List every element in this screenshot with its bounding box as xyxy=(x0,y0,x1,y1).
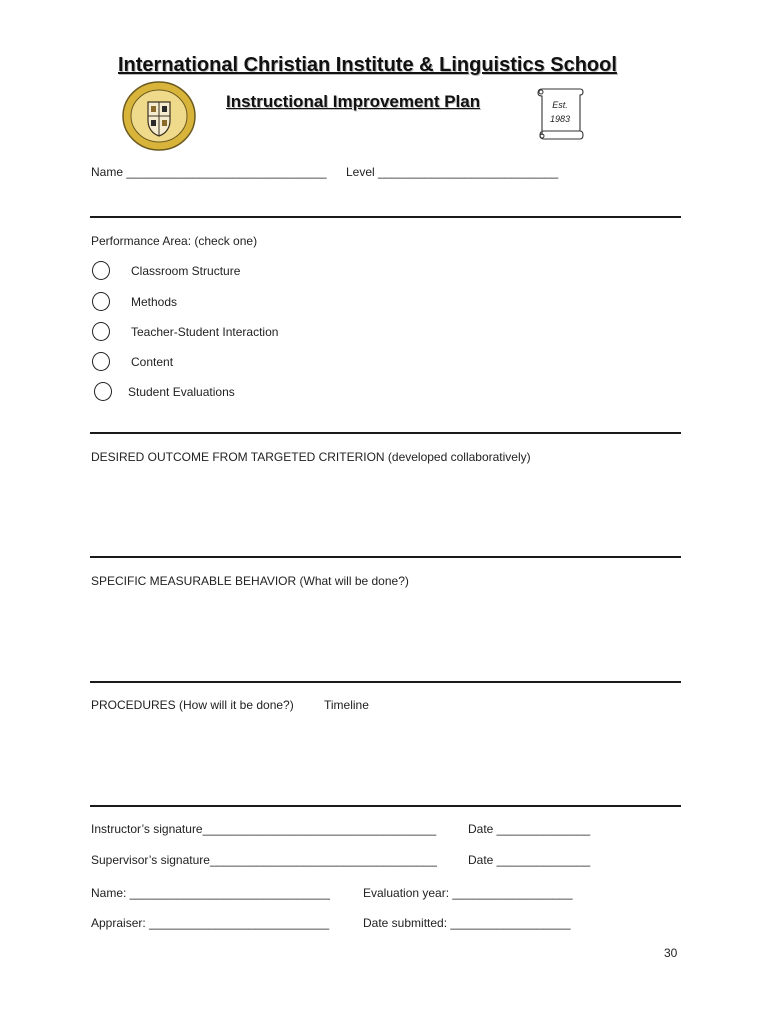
name-field[interactable]: Name ______________________________ xyxy=(91,165,327,179)
radio-student-evaluations[interactable] xyxy=(94,382,112,401)
radio-methods[interactable] xyxy=(92,292,110,311)
school-name: International Christian Institute & Linguistics School xyxy=(118,54,617,76)
option-label: Content xyxy=(131,355,174,369)
level-field[interactable]: Level ___________________________ xyxy=(346,165,559,179)
supervisor-date-field[interactable]: Date ______________ xyxy=(468,853,591,867)
date-submitted-field[interactable]: Date submitted: __________________ xyxy=(363,916,571,930)
desired-outcome-heading: DESIRED OUTCOME FROM TARGETED CRITERION (developed collaboratively) xyxy=(91,450,531,464)
plan-title: Instructional Improvement Plan xyxy=(226,92,481,111)
radio-classroom-structure[interactable] xyxy=(92,261,110,280)
divider xyxy=(90,805,681,807)
divider xyxy=(90,216,681,218)
option-label: Methods xyxy=(131,295,178,309)
appraisee-name-field[interactable]: Name: ______________________________ xyxy=(91,886,330,900)
divider xyxy=(90,556,681,558)
divider xyxy=(90,681,681,683)
timeline-heading: Timeline xyxy=(324,698,369,712)
performance-area-label: Performance Area: (check one) xyxy=(91,234,258,248)
option-label: Student Evaluations xyxy=(128,385,235,399)
divider xyxy=(90,432,681,434)
specific-behavior-heading: SPECIFIC MEASURABLE BEHAVIOR (What will be done?) xyxy=(91,574,409,588)
school-seal-logo xyxy=(120,80,198,152)
instructor-signature-field[interactable]: Instructor’s signature___________________________________ xyxy=(91,822,437,836)
option-label: Classroom Structure xyxy=(131,264,241,278)
appraiser-field[interactable]: Appraiser: ___________________________ xyxy=(91,916,330,930)
radio-teacher-student-interaction[interactable] xyxy=(92,322,110,341)
radio-content[interactable] xyxy=(92,352,110,371)
est-label: Est. xyxy=(552,100,568,110)
procedures-heading: PROCEDURES (How will it be done?) xyxy=(91,698,294,712)
est-year: 1983 xyxy=(549,114,571,124)
evaluation-year-field[interactable]: Evaluation year: __________________ xyxy=(363,886,573,900)
page-number: 30 xyxy=(664,946,678,960)
instructor-date-field[interactable]: Date ______________ xyxy=(468,822,591,836)
option-label: Teacher-Student Interaction xyxy=(131,325,279,339)
supervisor-signature-field[interactable]: Supervisor’s signature__________________________________ xyxy=(91,853,437,867)
established-scroll-icon xyxy=(536,85,584,141)
